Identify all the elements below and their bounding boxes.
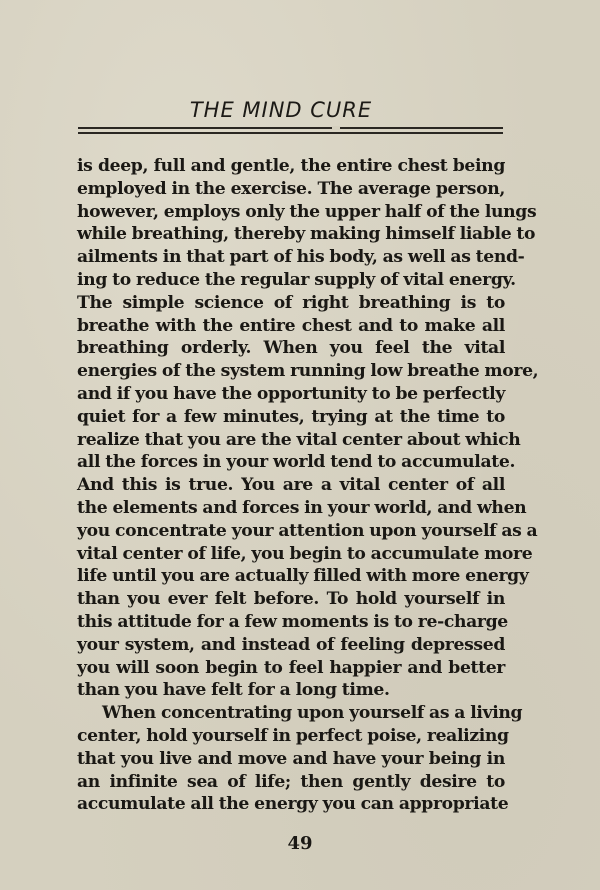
header-rule-gap xyxy=(332,126,340,130)
body-text xyxy=(77,155,539,816)
text-line: all the forces in your world tend to accumulate. xyxy=(77,452,516,473)
text-line: accumulate all the energy you can appropriate xyxy=(77,794,509,815)
text-line: energies of the system running low breathe more, xyxy=(77,361,539,382)
text-line: this attitude for a few moments is to re-charge xyxy=(77,611,508,632)
text-line: you concentrate your attention upon yourself as a xyxy=(77,520,538,541)
header-rule-top xyxy=(78,127,503,129)
text-line: And this is true. You are a vital center of all xyxy=(77,475,505,496)
text-line: breathe with the entire chest and to make all xyxy=(77,315,505,336)
text-line: breathing orderly. When you feel the vital xyxy=(77,338,505,359)
page-number: 49 xyxy=(287,833,313,854)
text-line: life until you are actually filled with more energy xyxy=(77,566,529,587)
text-line: ailments in that part of his body, as well as tend- xyxy=(77,247,525,268)
text-line: and if you have the opportunity to be perfectly xyxy=(77,383,505,404)
text-line: the elements and forces in your world, and when xyxy=(77,497,527,518)
header-rule-bottom xyxy=(78,132,503,134)
text-line: employed in the exercise. The average person, xyxy=(77,178,505,199)
text-line: you will soon begin to feel happier and better xyxy=(77,657,505,678)
text-line: your system, and instead of feeling depressed xyxy=(77,634,505,655)
text-line: center, hold yourself in perfect poise, realizing xyxy=(77,725,509,746)
text-line: that you live and move and have your being in xyxy=(77,748,505,769)
text-line: The simple science of right breathing is to xyxy=(77,292,505,313)
text-line: vital center of life, you begin to accumulate more xyxy=(77,543,533,564)
text-line: however, employs only the upper half of the lungs xyxy=(77,201,537,222)
text-line: is deep, full and gentle, the entire chest being xyxy=(77,156,505,176)
text-line: quiet for a few minutes, trying at the time to xyxy=(77,406,505,427)
text-line-paragraph-start: When concentrating upon yourself as a living xyxy=(102,703,523,724)
text-line: while breathing, thereby making himself liable to xyxy=(77,224,536,245)
running-head-title: THE MIND CURE xyxy=(189,98,373,122)
text-line: realize that you are the vital center about which xyxy=(77,429,521,450)
text-line-paragraph-end: than you have felt for a long time. xyxy=(77,680,390,701)
text-line: than you ever felt before. To hold yourself in xyxy=(77,589,505,610)
text-line: ing to reduce the regular supply of vital energy. xyxy=(77,269,516,290)
text-line: an infinite sea of life; then gently desire to xyxy=(77,771,505,792)
